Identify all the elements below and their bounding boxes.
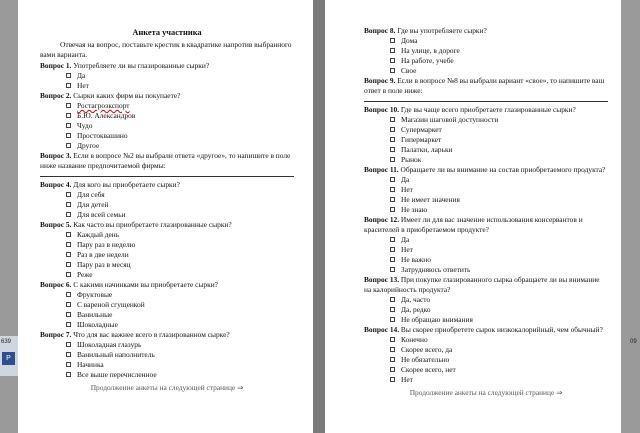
checkbox-icon[interactable] bbox=[390, 347, 395, 352]
checkbox-icon[interactable] bbox=[390, 367, 395, 372]
checkbox-icon[interactable] bbox=[66, 372, 71, 377]
checkbox-icon[interactable] bbox=[390, 267, 395, 272]
question-text: Что для вас важнее всего в глазированном сырке? bbox=[73, 330, 230, 339]
option-item[interactable]: На работе, учебе bbox=[390, 56, 608, 66]
question-text: При покупке глазированного сырка обращаете ли вы внимание на калорийность продукта? bbox=[364, 275, 600, 294]
question-label: Вопрос 5. bbox=[40, 220, 72, 229]
checkbox-icon[interactable] bbox=[66, 362, 71, 367]
checkbox-icon[interactable] bbox=[390, 297, 395, 302]
checkbox-icon[interactable] bbox=[390, 157, 395, 162]
checkbox-icon[interactable] bbox=[66, 232, 71, 237]
option-item[interactable]: Для себя bbox=[66, 190, 294, 200]
checkbox-icon[interactable] bbox=[390, 117, 395, 122]
checkbox-icon[interactable] bbox=[66, 342, 71, 347]
edge-number: 09 bbox=[630, 339, 637, 345]
question-label: Вопрос 6. bbox=[40, 280, 72, 289]
question-2 bbox=[40, 91, 294, 151]
checkbox-icon[interactable] bbox=[66, 292, 71, 297]
option-item[interactable]: Рынок bbox=[390, 155, 608, 165]
checkbox-icon[interactable] bbox=[66, 133, 71, 138]
checkbox-icon[interactable] bbox=[390, 48, 395, 53]
checkbox-icon[interactable] bbox=[390, 237, 395, 242]
question-label: Вопрос 2. bbox=[40, 91, 72, 100]
option-item[interactable]: Не обязательно bbox=[390, 355, 608, 365]
checkbox-icon[interactable] bbox=[390, 127, 395, 132]
right-background bbox=[621, 0, 640, 433]
option-item[interactable]: Шоколадные bbox=[66, 320, 294, 330]
question-text: Как часто вы приобретаете глазированные сырки? bbox=[73, 220, 232, 229]
option-item[interactable]: Конечно bbox=[390, 335, 608, 345]
question-text: Имеет ли для вас значение использования консервантов и красителей в приобретаемом продукте? bbox=[364, 215, 583, 234]
option-item[interactable]: Ванильные bbox=[66, 310, 294, 320]
option-item[interactable]: Да bbox=[390, 235, 608, 245]
page-footer: Продолжение анкеты на следующей странице ⇒ bbox=[90, 383, 244, 392]
page-gap bbox=[313, 0, 325, 433]
option-item[interactable]: Не имеет значения bbox=[390, 195, 608, 205]
question-label: Вопрос 7. bbox=[40, 330, 72, 339]
question-7 bbox=[40, 330, 294, 380]
question-5 bbox=[40, 220, 294, 280]
page-content bbox=[40, 27, 294, 393]
checkbox-icon[interactable] bbox=[390, 68, 395, 73]
checkbox-icon[interactable] bbox=[66, 212, 71, 217]
question-label: Вопрос 3. bbox=[40, 151, 72, 160]
question-14 bbox=[364, 325, 608, 385]
question-label: Вопрос 9. bbox=[364, 76, 396, 85]
page-footer: Продолжение анкеты на следующей странице ⇒ bbox=[409, 388, 563, 397]
question-8 bbox=[364, 26, 608, 76]
question-label: Вопрос 12. bbox=[364, 215, 400, 224]
option-item[interactable]: Начинка bbox=[66, 360, 294, 370]
option-item[interactable]: Каждый день bbox=[66, 230, 294, 240]
checkbox-icon[interactable] bbox=[390, 197, 395, 202]
checkbox-icon[interactable] bbox=[390, 307, 395, 312]
checkbox-icon[interactable] bbox=[66, 322, 71, 327]
checkbox-icon[interactable] bbox=[66, 113, 71, 118]
option-item[interactable]: Не обращаю внимания bbox=[390, 315, 608, 325]
checkbox-icon[interactable] bbox=[390, 337, 395, 342]
page-title: Анкета участника bbox=[132, 28, 202, 37]
question-3 bbox=[40, 151, 294, 177]
option-item[interactable]: Дома bbox=[390, 36, 608, 46]
question-10 bbox=[364, 105, 608, 165]
checkbox-icon[interactable] bbox=[66, 83, 71, 88]
question-text: Сырки каких фирм вы покупаете? bbox=[73, 91, 181, 100]
option-item[interactable]: Простоквашино bbox=[66, 131, 294, 141]
option-item[interactable]: На улице, в дороге bbox=[390, 46, 608, 56]
question-1 bbox=[40, 61, 294, 91]
option-item[interactable]: Нет bbox=[66, 81, 294, 91]
question-text: Если в вопросе №2 вы выбрали ответа «другое», то напишите в поле ниже название предпочитаемой фирмы: bbox=[40, 151, 291, 170]
option-item[interactable]: Реже bbox=[66, 270, 294, 280]
checkbox-icon[interactable] bbox=[390, 38, 395, 43]
intro-text: Отвечая на вопрос, поставьте крестик в квадратике напротив выбранного вами варианта. bbox=[40, 40, 292, 59]
question-text: Если в вопросе №8 вы выбрали вариант «свое», то напишите ваш ответ в поле ниже: bbox=[364, 76, 605, 95]
option-item[interactable]: Для всей семьи bbox=[66, 210, 294, 220]
option-item[interactable]: Для детей bbox=[66, 200, 294, 210]
question-9 bbox=[364, 76, 608, 102]
checkbox-icon[interactable] bbox=[66, 143, 71, 148]
checkbox-icon[interactable] bbox=[390, 377, 395, 382]
question-text: Вы скорее приобретете сырок низкокалорийный, чем обычный? bbox=[400, 325, 603, 334]
checkbox-icon[interactable] bbox=[390, 58, 395, 63]
option-item[interactable]: Затрудняюсь ответить bbox=[390, 265, 608, 275]
question-text: Где вы чаще всего приобретаете глазированные сырки? bbox=[400, 105, 576, 114]
option-item[interactable]: С вареной сгущенкой bbox=[66, 300, 294, 310]
question-text: Для кого вы приобретаете сырки? bbox=[73, 180, 180, 189]
option-item[interactable]: Да bbox=[66, 71, 294, 81]
answer-line[interactable] bbox=[364, 96, 608, 102]
checkbox-icon[interactable] bbox=[66, 73, 71, 78]
option-item[interactable]: Да bbox=[390, 175, 608, 185]
option-item[interactable]: Все выше перечисленное bbox=[66, 370, 294, 380]
page-content bbox=[364, 26, 608, 398]
question-4 bbox=[40, 180, 294, 220]
question-label: Вопрос 1. bbox=[40, 61, 72, 70]
question-text: Обращаете ли вы внимание на состав приобретаемого продукта? bbox=[400, 165, 606, 174]
option-item[interactable]: Магазин шаговой доступности bbox=[390, 115, 608, 125]
document-page-left bbox=[18, 0, 313, 433]
option-item[interactable]: Нет bbox=[390, 245, 608, 255]
checkbox-icon[interactable] bbox=[66, 252, 71, 257]
option-item[interactable]: Скорее всего, да bbox=[390, 345, 608, 355]
option-item[interactable]: Да, часто bbox=[390, 295, 608, 305]
checkbox-icon[interactable] bbox=[66, 103, 71, 108]
checkbox-icon[interactable] bbox=[390, 207, 395, 212]
checkbox-icon[interactable] bbox=[390, 357, 395, 362]
option-item[interactable]: Ванильный наполнитель bbox=[66, 350, 294, 360]
option-item[interactable]: Да, редко bbox=[390, 305, 608, 315]
question-6 bbox=[40, 280, 294, 330]
answer-line[interactable] bbox=[40, 171, 294, 177]
option-item[interactable]: Б.Ю. Александров bbox=[66, 111, 294, 121]
question-label: Вопрос 13. bbox=[364, 275, 400, 284]
checkbox-icon[interactable] bbox=[390, 137, 395, 142]
question-text: Употребляете ли вы глазированные сырки? bbox=[73, 61, 210, 70]
option-item[interactable]: Шоколадная глазурь bbox=[66, 340, 294, 350]
taskbar-number: 639 bbox=[1, 339, 12, 345]
question-text: Где вы употребляете сырки? bbox=[397, 26, 487, 35]
checkbox-icon[interactable] bbox=[66, 192, 71, 197]
checkbox-icon[interactable] bbox=[390, 247, 395, 252]
checkbox-icon[interactable] bbox=[390, 187, 395, 192]
checkbox-icon[interactable] bbox=[66, 312, 71, 317]
checkbox-icon[interactable] bbox=[66, 262, 71, 267]
question-label: Вопрос 10. bbox=[364, 105, 400, 114]
option-item[interactable]: Не знаю bbox=[390, 205, 608, 215]
question-12 bbox=[364, 215, 608, 275]
app-icon[interactable]: P bbox=[2, 352, 15, 365]
option-item[interactable]: Чудо bbox=[66, 121, 294, 131]
question-11 bbox=[364, 165, 608, 215]
option-item[interactable]: Гипермаркет bbox=[390, 135, 608, 145]
question-label: Вопрос 4. bbox=[40, 180, 72, 189]
question-label: Вопрос 11. bbox=[364, 165, 399, 174]
option-item[interactable]: Нет bbox=[390, 185, 608, 195]
checkbox-icon[interactable] bbox=[390, 147, 395, 152]
option-item[interactable]: Другое bbox=[66, 141, 294, 151]
checkbox-icon[interactable] bbox=[66, 352, 71, 357]
option-item[interactable]: Скорее всего, нет bbox=[390, 365, 608, 375]
question-label: Вопрос 14. bbox=[364, 325, 400, 334]
checkbox-icon[interactable] bbox=[390, 317, 395, 322]
checkbox-icon[interactable] bbox=[66, 272, 71, 277]
option-item[interactable]: Нет bbox=[390, 375, 608, 385]
checkbox-icon[interactable] bbox=[66, 202, 71, 207]
question-label: Вопрос 8. bbox=[364, 26, 396, 35]
option-item[interactable]: Не важно bbox=[390, 255, 608, 265]
option-item[interactable]: Свое bbox=[390, 66, 608, 76]
option-item[interactable]: Супермаркет bbox=[390, 125, 608, 135]
checkbox-icon[interactable] bbox=[66, 242, 71, 247]
option-item[interactable]: Пару раз в неделю bbox=[66, 240, 294, 250]
option-item[interactable]: Пару раз в месяц bbox=[66, 260, 294, 270]
checkbox-icon[interactable] bbox=[390, 257, 395, 262]
option-item[interactable]: Палатки, ларьки bbox=[390, 145, 608, 155]
checkbox-icon[interactable] bbox=[66, 123, 71, 128]
option-item[interactable]: Фруктовые bbox=[66, 290, 294, 300]
option-item[interactable]: Ростагроэкспорт bbox=[66, 101, 294, 111]
option-item[interactable]: Раз в две недели bbox=[66, 250, 294, 260]
question-13 bbox=[364, 275, 608, 325]
document-page-right bbox=[325, 0, 621, 433]
checkbox-icon[interactable] bbox=[390, 177, 395, 182]
checkbox-icon[interactable] bbox=[66, 302, 71, 307]
question-text: С какими начинками вы приобретаете сырки? bbox=[73, 280, 218, 289]
